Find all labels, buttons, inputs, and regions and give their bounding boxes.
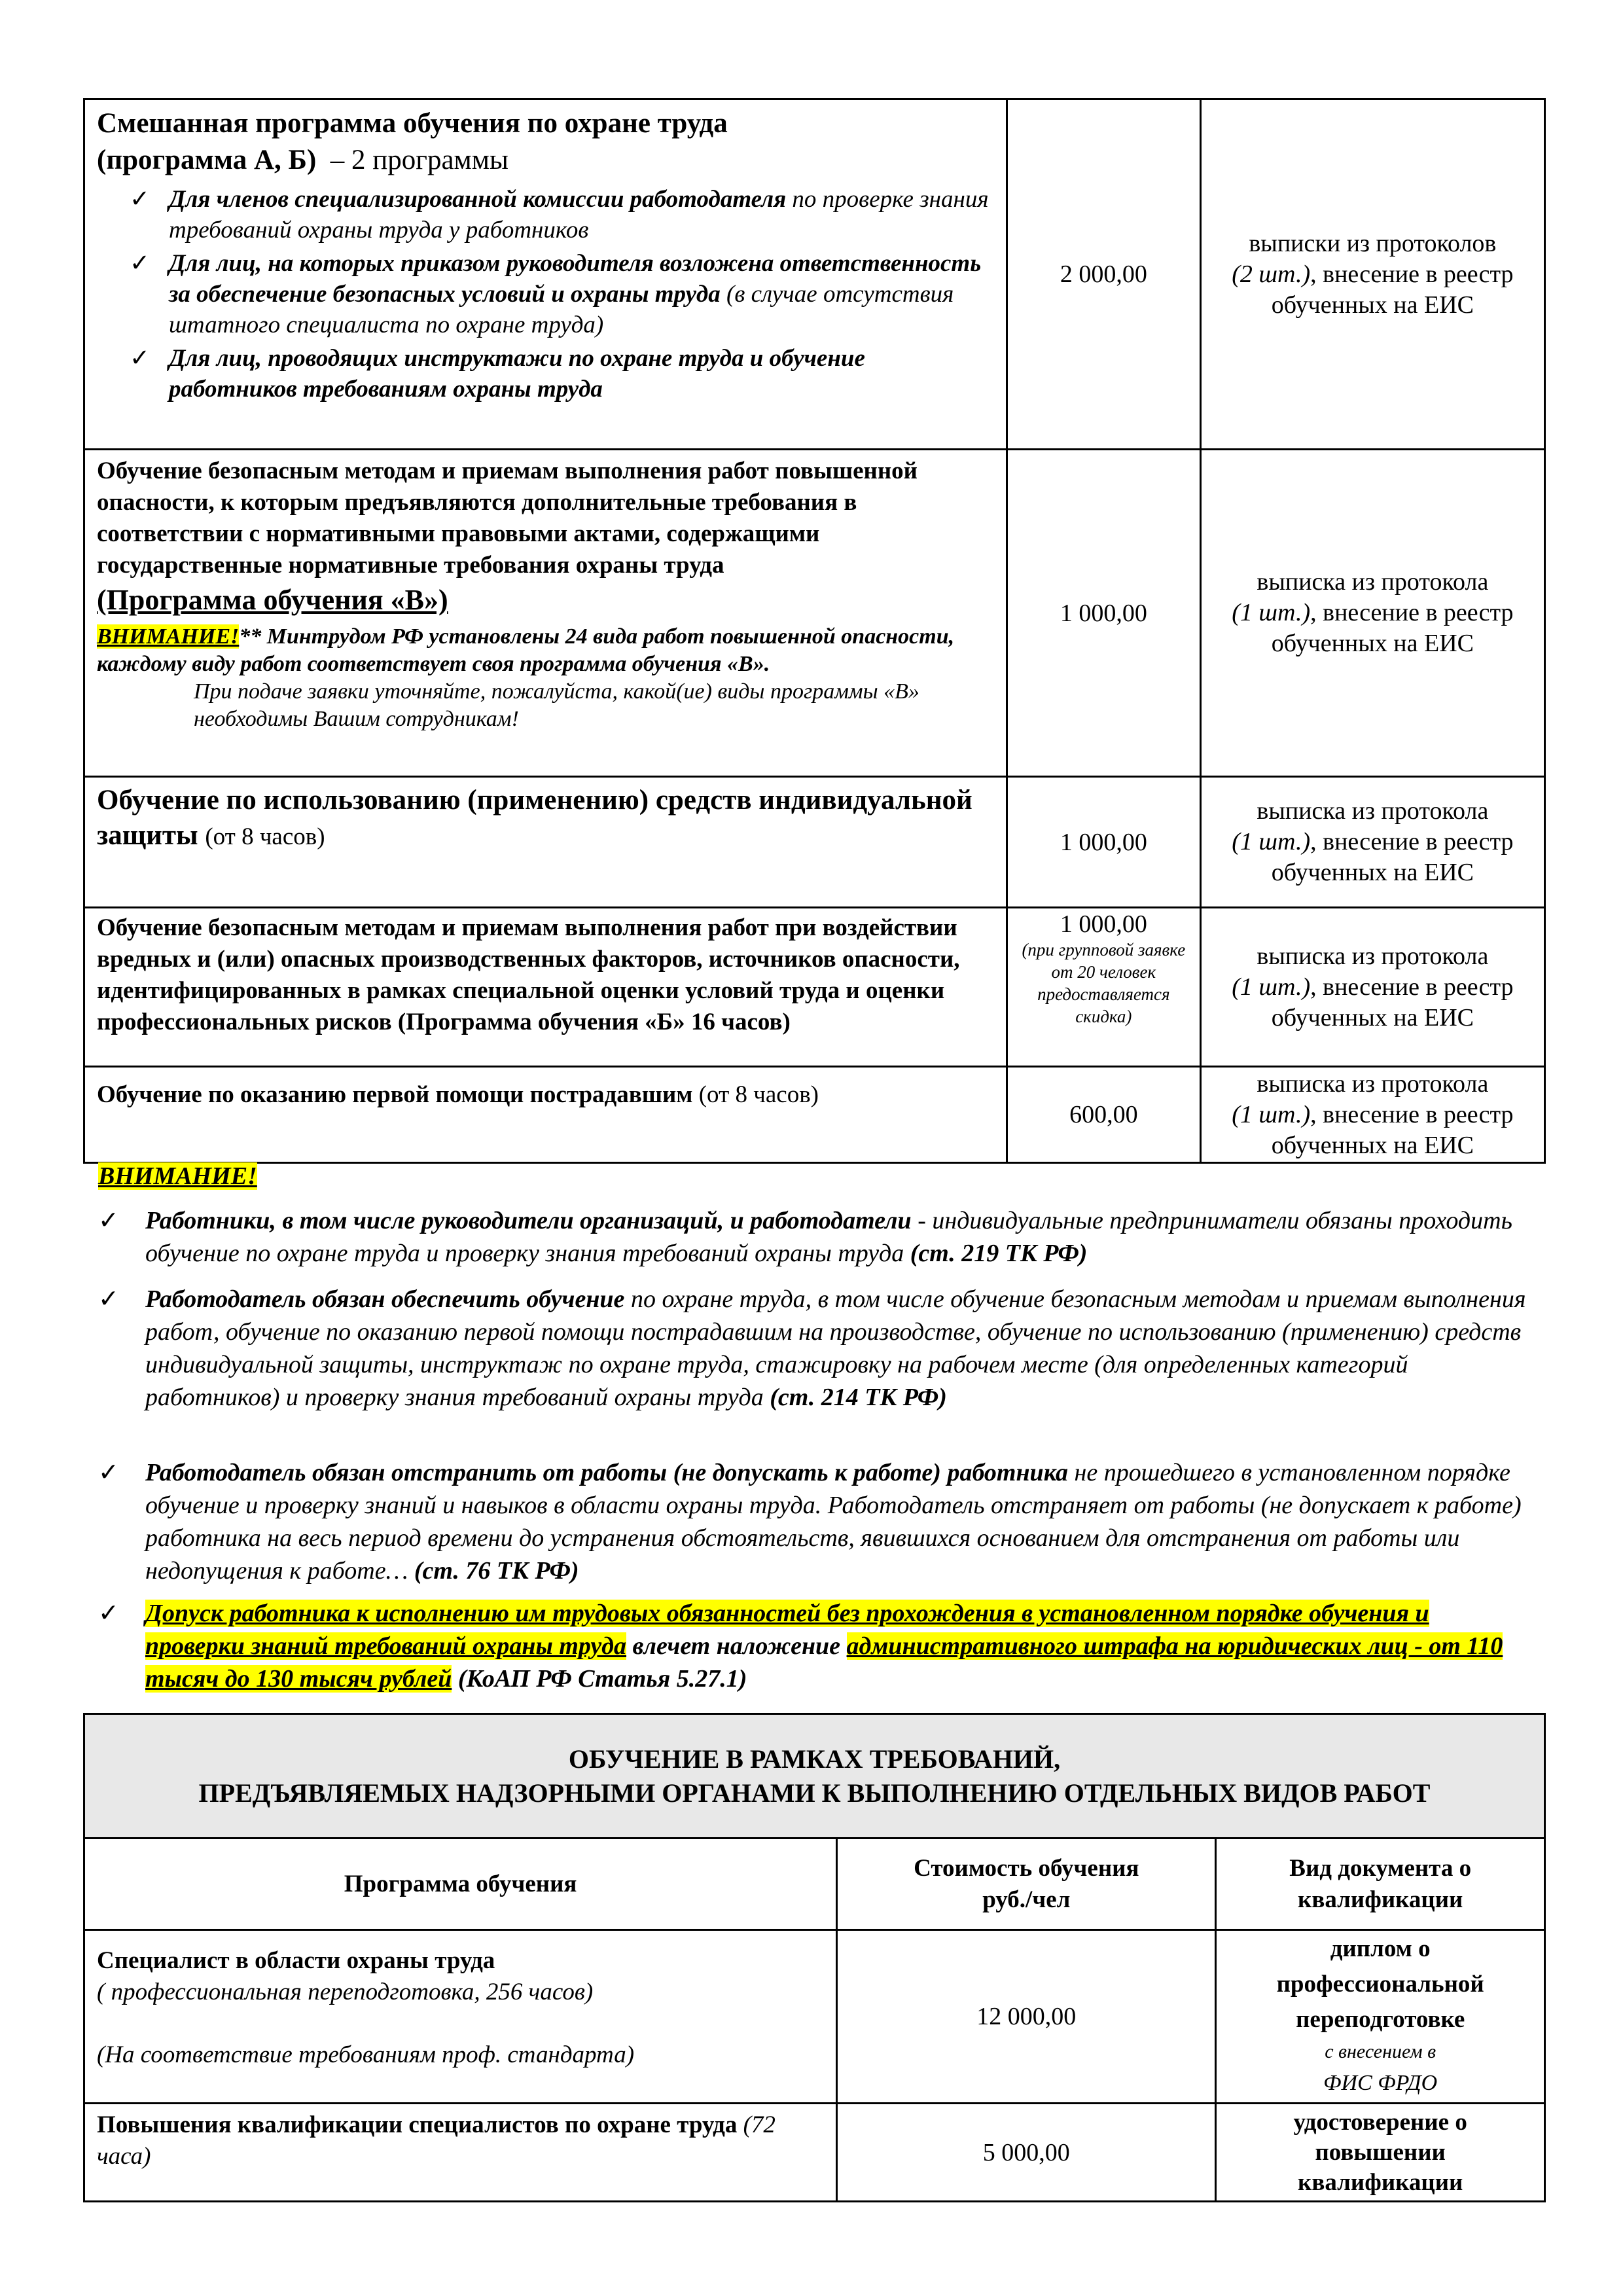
document-cell: диплом о профессиональной переподготовке с внесением в ФИС ФРДО: [1216, 1930, 1545, 2104]
table-row: Обучение по оказанию первой помощи пострадавшим (от 8 часов) 600,00 выписка из протокола (1 шт.), внесение в реестр обученных на ЕИС: [84, 1067, 1545, 1163]
checkmark-icon: ✓: [98, 1459, 119, 1486]
table-row: Смешанная программа обучения по охране труда (программа А, Б) – 2 программы ✓ Для членов специализированной комиссии работодателя по проверке знания требований охраны труда у работников ✓ Для лиц, на которых приказом руководителя возложена ответственность за обеспечение безопасных условий и охраны труда (в случае отсутствия штатного специалиста по охране труда) ✓ Для лиц, проводящих инструктажи по охране труда и обучение работников требованиям охраны труда 2 000,00 выписки из протоколов (2 шт.), внесение в реестр обученных на ЕИС: [84, 99, 1545, 450]
column-header: Программа обучения: [84, 1839, 837, 1930]
list-item: ✓ Работники, в том числе руководители организаций, и работодатели - индивидуальные предприниматели обязаны проходить обучение по охране труда и проверку знания требований охраны труда (ст. 219 ТК РФ): [98, 1204, 1528, 1270]
document-cell: выписки из протоколов (2 шт.), внесение в реестр обученных на ЕИС: [1200, 99, 1544, 450]
table-row: Обучение безопасным методам и приемам выполнения работ повышенной опасности, к которым предъявляются дополнительные требования в соответствии с нормативными правовыми актами, содержащими государственные нормативные требования охраны труда (Программа обучения «В») ВНИМАНИЕ!** Минтрудом РФ установлены 24 вида работ повышенной опасности, каждому виду работ соответствует своя программа обучения «В». При подаче заявки уточняйте, пожалуйста, какой(ие) виды программы «В» необходимы Вашим сотрудникам! 1 000,00 выписка из протокола (1 шт.), внесение в реестр обученных на ЕИС: [84, 450, 1545, 777]
document-cell: выписка из протокола (1 шт.), внесение в реестр обученных на ЕИС: [1200, 1067, 1544, 1163]
program-title: (Программа обучения «В»): [97, 584, 448, 616]
column-header: Вид документа о квалификации: [1216, 1839, 1545, 1930]
checkmark-icon: ✓: [130, 250, 151, 277]
price-cell: 1 000,00: [1007, 450, 1200, 777]
table-row: Повышения квалификации специалистов по охране труда (72 часа) 5 000,00 удостоверение о повышении квалификации: [84, 2104, 1545, 2202]
pricing-table: [83, 98, 1546, 1164]
document-cell: удостоверение о повышении квалификации: [1216, 2104, 1545, 2202]
document-cell: выписка из протокола (1 шт.), внесение в реестр обученных на ЕИС: [1200, 908, 1544, 1067]
column-header: Стоимость обучения руб./чел: [837, 1839, 1216, 1930]
table-row: Обучение по использованию (применению) средств индивидуальной защиты (от 8 часов) 1 000,00 выписка из протокола (1 шт.), внесение в реестр обученных на ЕИС: [84, 777, 1545, 908]
list-item: ✓ Работодатель обязан отстранить от работы (не допускать к работе) работника не прошедшего в установленном порядке обучение и проверку знаний и навыков в области охраны труда. Работодатель отстраняет от работы (не допускает к работе) работника на весь период времени до устранения обстоятельств, явившихся основанием для отстранения от работы или недопущения к работе… (ст. 76 ТК РФ): [98, 1456, 1528, 1587]
price-cell: 1 000,00: [1007, 777, 1200, 908]
checkmark-icon: ✓: [130, 186, 151, 213]
section-header: ОБУЧЕНИЕ В РАМКАХ ТРЕБОВАНИЙ, ПРЕДЪЯВЛЯЕМЫХ НАДЗОРНЫМИ ОРГАНАМИ К ВЫПОЛНЕНИЮ ОТДЕЛЬНЫХ ВИДОВ РАБОТ: [84, 1714, 1545, 1839]
price-cell: 5 000,00: [837, 2104, 1216, 2202]
qualification-table: [83, 1713, 1546, 2202]
price-cell: 600,00: [1007, 1067, 1200, 1163]
attention-label: ВНИМАНИЕ!: [97, 624, 240, 649]
attention-heading: ВНИМАНИЕ!: [98, 1162, 257, 1190]
table-row: Обучение безопасным методам и приемам выполнения работ при воздействии вредных и (или) опасных производственных факторов, источников опасности, идентифицированных в рамках специальной оценки условий труда и оценки профессиональных рисков (Программа обучения «Б» 16 часов) 1 000,00 (при групповой заявке от 20 человек предоставляется скидка) выписка из протокола (1 шт.), внесение в реестр обученных на ЕИС: [84, 908, 1545, 1067]
document-cell: выписка из протокола (1 шт.), внесение в реестр обученных на ЕИС: [1200, 777, 1544, 908]
list-item: ✓ Работодатель обязан обеспечить обучение по охране труда, в том числе обучение безопасным методам и приемам выполнения работ, обучение по оказанию первой помощи пострадавшим на производстве, обучение по использованию (применению) средств индивидуальной защиты, инструктаж по охране труда, стажировку на рабочем месте (для определенных категорий работников) и проверку знания требований охраны труда (ст. 214 ТК РФ): [98, 1283, 1528, 1414]
list-item: ✓ Для лиц, проводящих инструктажи по охране труда и обучение работников требованиям охраны труда: [169, 343, 994, 404]
list-item: ✓ Для членов специализированной комиссии работодателя по проверке знания требований охраны труда у работников: [169, 184, 994, 245]
table-header-row: [84, 1839, 1545, 1930]
checkmark-icon: ✓: [98, 1207, 119, 1234]
list-item: ✓ Допуск работника к исполнению им трудовых обязанностей без прохождения в установленном порядке обучения и проверки знаний требований охраны труда влечет наложение административного штрафа на юридических лиц - от 110 тысяч до 130 тысяч рублей (КоАП РФ Статья 5.27.1): [98, 1597, 1528, 1695]
program-title: Смешанная программа обучения по охране труда: [97, 108, 728, 139]
checkmark-icon: ✓: [130, 345, 151, 372]
checkmark-icon: ✓: [98, 1600, 119, 1627]
price-cell: 12 000,00: [837, 1930, 1216, 2104]
price-cell: 1 000,00 (при групповой заявке от 20 человек предоставляется скидка): [1007, 908, 1200, 1067]
document-cell: выписка из протокола (1 шт.), внесение в реестр обученных на ЕИС: [1200, 450, 1544, 777]
table-row: Специалист в области охраны труда ( профессиональная переподготовка, 256 часов) (На соответствие требованиям проф. стандарта) 12 000,00 диплом о профессиональной переподготовке с внесением в ФИС ФРДО: [84, 1930, 1545, 2104]
list-item: ✓ Для лиц, на которых приказом руководителя возложена ответственность за обеспечение безопасных условий и охраны труда (в случае отсутствия штатного специалиста по охране труда): [169, 248, 994, 340]
price-cell: 2 000,00: [1007, 99, 1200, 450]
checkmark-icon: ✓: [98, 1285, 119, 1313]
